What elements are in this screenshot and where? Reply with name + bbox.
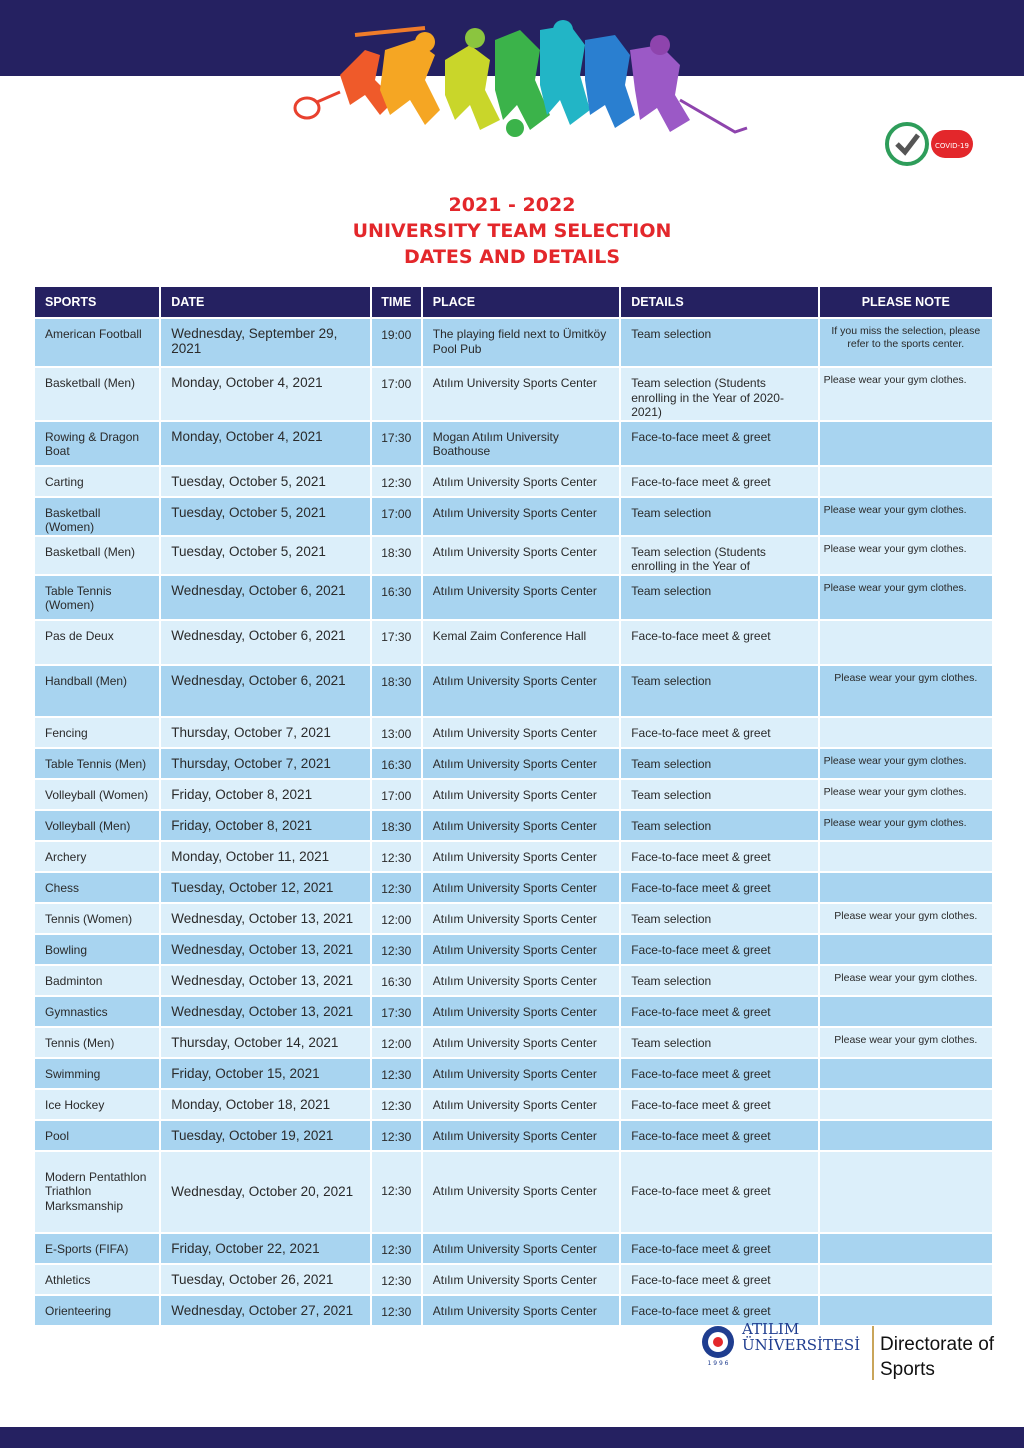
table-row <box>35 1234 992 1263</box>
title-years: 2021 - 2022 <box>448 194 576 216</box>
table-row <box>35 1121 992 1150</box>
time-cell: 12:30 <box>372 467 421 496</box>
place-cell: Kemal Zaim Conference Hall <box>423 621 619 664</box>
date-cell: Monday, October 11, 2021 <box>161 842 369 871</box>
time-cell: 16:30 <box>372 749 421 778</box>
note-cell <box>820 1152 992 1232</box>
place-cell: Atılım University Sports Center <box>423 1296 619 1325</box>
table-row <box>35 904 992 933</box>
date-cell: Tuesday, October 19, 2021 <box>161 1121 369 1150</box>
sport-cell: Handball (Men) <box>35 666 159 716</box>
sport-cell: Ice Hockey <box>35 1090 159 1119</box>
header-note: PLEASE NOTE <box>820 287 992 317</box>
place-cell: Atılım University Sports Center <box>423 749 619 778</box>
time-cell: 12:30 <box>372 1234 421 1263</box>
details-cell: Face-to-face meet & greet <box>621 422 817 465</box>
time-cell: 16:30 <box>372 966 421 995</box>
sport-cell: Modern Pentathlon Triathlon Marksmanship <box>35 1152 159 1232</box>
details-cell: Face-to-face meet & greet <box>621 1265 817 1294</box>
place-cell: Atılım University Sports Center <box>423 966 619 995</box>
date-cell: Thursday, October 7, 2021 <box>161 718 369 747</box>
place-cell: Atılım University Sports Center <box>423 873 619 902</box>
sport-cell: Rowing & Dragon Boat <box>35 422 159 465</box>
time-cell: 12:30 <box>372 1152 421 1232</box>
sport-cell: Basketball (Women) <box>35 498 159 535</box>
time-cell: 12:30 <box>372 935 421 964</box>
time-cell: 19:00 <box>372 319 421 366</box>
date-cell: Wednesday, October 13, 2021 <box>161 904 369 933</box>
place-cell: Atılım University Sports Center <box>423 1121 619 1150</box>
place-cell: Atılım University Sports Center <box>423 666 619 716</box>
time-cell: 12:30 <box>372 873 421 902</box>
header-date: DATE <box>161 287 369 317</box>
time-cell: 12:30 <box>372 1296 421 1325</box>
sport-cell: Carting <box>35 467 159 496</box>
table-row <box>35 319 992 366</box>
note-cell: Please wear your gym clothes. <box>820 666 992 716</box>
table-row <box>35 997 992 1026</box>
details-cell: Face-to-face meet & greet <box>621 718 817 747</box>
date-cell: Thursday, October 7, 2021 <box>161 749 369 778</box>
table-row <box>35 666 992 716</box>
time-cell: 17:30 <box>372 997 421 1026</box>
sport-cell: E-Sports (FIFA) <box>35 1234 159 1263</box>
details-cell: Face-to-face meet & greet <box>621 842 817 871</box>
sport-cell: Tennis (Women) <box>35 904 159 933</box>
header-time: TIME <box>372 287 421 317</box>
note-cell: If you miss the selection, please refer to the sports center. <box>820 319 992 366</box>
date-cell: Wednesday, October 13, 2021 <box>161 966 369 995</box>
details-cell: Face-to-face meet & greet <box>621 621 817 664</box>
date-cell: Tuesday, October 5, 2021 <box>161 467 369 496</box>
details-cell: Team selection <box>621 749 817 778</box>
place-cell: Atılım University Sports Center <box>423 904 619 933</box>
date-cell: Tuesday, October 12, 2021 <box>161 873 369 902</box>
sport-cell: Archery <box>35 842 159 871</box>
note-cell: Please wear your gym clothes. <box>820 576 992 619</box>
sport-cell: Pool <box>35 1121 159 1150</box>
details-cell: Face-to-face meet & greet <box>621 997 817 1026</box>
sport-cell: Badminton <box>35 966 159 995</box>
note-cell <box>820 621 992 664</box>
note-cell <box>820 422 992 465</box>
note-cell: Please wear your gym clothes. <box>820 966 992 995</box>
details-cell: Team selection <box>621 319 817 366</box>
table-body <box>35 319 992 1325</box>
sports-banner-illustration <box>285 20 755 150</box>
table-row <box>35 422 992 465</box>
details-cell: Team selection <box>621 904 817 933</box>
details-cell: Face-to-face meet & greet <box>621 1059 817 1088</box>
date-cell: Tuesday, October 26, 2021 <box>161 1265 369 1294</box>
svg-text:ÜNİVERSİTESİ: ÜNİVERSİTESİ <box>742 1336 861 1354</box>
table-row <box>35 935 992 964</box>
details-cell: Face-to-face meet & greet <box>621 1234 817 1263</box>
table-row <box>35 1059 992 1088</box>
details-cell: Team selection (Students enrolling in the Year of 2020-2021) <box>621 368 817 420</box>
place-cell: Mogan Atılım University Boathouse <box>423 422 619 465</box>
table-row <box>35 966 992 995</box>
table-row <box>35 537 992 574</box>
date-cell: Wednesday, October 13, 2021 <box>161 997 369 1026</box>
time-cell: 17:00 <box>372 498 421 535</box>
date-cell: Wednesday, October 6, 2021 <box>161 621 369 664</box>
sport-cell: Pas de Deux <box>35 621 159 664</box>
table-row <box>35 576 992 619</box>
place-cell: Atılım University Sports Center <box>423 811 619 840</box>
note-cell: Please wear your gym clothes. <box>820 811 992 840</box>
header-sports: SPORTS <box>35 287 159 317</box>
note-cell <box>820 1059 992 1088</box>
note-cell <box>820 873 992 902</box>
directorate-label: Directorate of Sports <box>880 1334 995 1380</box>
date-cell: Friday, October 15, 2021 <box>161 1059 369 1088</box>
table-row <box>35 749 992 778</box>
details-cell: Face-to-face meet & greet <box>621 1090 817 1119</box>
sport-cell: Chess <box>35 873 159 902</box>
header-place: PLACE <box>423 287 619 317</box>
time-cell: 12:30 <box>372 842 421 871</box>
time-cell: 12:30 <box>372 1090 421 1119</box>
details-cell: Face-to-face meet & greet <box>621 467 817 496</box>
details-cell: Face-to-face meet & greet <box>621 873 817 902</box>
sport-cell: Athletics <box>35 1265 159 1294</box>
note-cell <box>820 997 992 1026</box>
sport-cell: Basketball (Men) <box>35 537 159 574</box>
place-cell: The playing field next to Ümitköy Pool Pub <box>423 319 619 366</box>
note-cell: Please wear your gym clothes. <box>820 904 992 933</box>
date-cell: Wednesday, October 6, 2021 <box>161 576 369 619</box>
atilim-university-logo <box>698 1318 866 1368</box>
details-cell: Team selection <box>621 666 817 716</box>
note-cell: Please wear your gym clothes. <box>820 368 992 420</box>
date-cell: Tuesday, October 5, 2021 <box>161 537 369 574</box>
svg-text:ATILIM: ATILIM <box>742 1320 800 1338</box>
note-cell <box>820 1234 992 1263</box>
time-cell: 17:30 <box>372 621 421 664</box>
table-row <box>35 811 992 840</box>
time-cell: 12:00 <box>372 1028 421 1057</box>
time-cell: 18:30 <box>372 537 421 574</box>
time-cell: 12:00 <box>372 904 421 933</box>
sport-cell: Bowling <box>35 935 159 964</box>
date-cell: Tuesday, October 5, 2021 <box>161 498 369 535</box>
place-cell: Atılım University Sports Center <box>423 498 619 535</box>
date-cell: Wednesday, October 20, 2021 <box>161 1152 369 1232</box>
note-cell <box>820 1265 992 1294</box>
table-row <box>35 873 992 902</box>
details-cell: Team selection <box>621 780 817 809</box>
details-cell: Team selection <box>621 811 817 840</box>
place-cell: Atılım University Sports Center <box>423 935 619 964</box>
time-cell: 17:30 <box>372 422 421 465</box>
sport-cell: Swimming <box>35 1059 159 1088</box>
place-cell: Atılım University Sports Center <box>423 576 619 619</box>
table-row <box>35 780 992 809</box>
header-details: DETAILS <box>621 287 817 317</box>
note-cell <box>820 718 992 747</box>
note-cell: Please wear your gym clothes. <box>820 498 992 535</box>
svg-text:COVID-19: COVID-19 <box>935 142 969 150</box>
time-cell: 12:30 <box>372 1059 421 1088</box>
sport-cell: Volleyball (Women) <box>35 780 159 809</box>
details-cell: Team selection <box>621 576 817 619</box>
details-cell: Face-to-face meet & greet <box>621 1152 817 1232</box>
date-cell: Thursday, October 14, 2021 <box>161 1028 369 1057</box>
sport-cell: Table Tennis (Women) <box>35 576 159 619</box>
time-cell: 18:30 <box>372 666 421 716</box>
note-cell: Please wear your gym clothes. <box>820 780 992 809</box>
note-cell <box>820 935 992 964</box>
date-cell: Wednesday, September 29, 2021 <box>161 319 369 366</box>
bottom-footer-band <box>0 1427 1024 1448</box>
note-cell: Please wear your gym clothes. <box>820 1028 992 1057</box>
place-cell: Atılım University Sports Center <box>423 997 619 1026</box>
place-cell: Atılım University Sports Center <box>423 537 619 574</box>
place-cell: Atılım University Sports Center <box>423 842 619 871</box>
table-row <box>35 498 992 535</box>
date-cell: Wednesday, October 27, 2021 <box>161 1296 369 1325</box>
date-cell: Monday, October 4, 2021 <box>161 422 369 465</box>
time-cell: 18:30 <box>372 811 421 840</box>
table-row <box>35 1152 992 1232</box>
table-row <box>35 1028 992 1057</box>
sport-cell: Tennis (Men) <box>35 1028 159 1057</box>
date-cell: Friday, October 8, 2021 <box>161 780 369 809</box>
table-row <box>35 1265 992 1294</box>
title-sub: DATES AND DETAILS <box>403 246 621 268</box>
time-cell: 12:30 <box>372 1121 421 1150</box>
details-cell: Team selection <box>621 966 817 995</box>
footer-separator <box>872 1326 874 1380</box>
details-cell: Team selection <box>621 498 817 535</box>
sport-cell: Volleyball (Men) <box>35 811 159 840</box>
note-cell <box>820 842 992 871</box>
table-header-row <box>35 287 992 317</box>
time-cell: 17:00 <box>372 368 421 420</box>
details-cell: Face-to-face meet & greet <box>621 1121 817 1150</box>
sport-cell: Table Tennis (Men) <box>35 749 159 778</box>
note-cell: Please wear your gym clothes. <box>820 749 992 778</box>
table-row <box>35 842 992 871</box>
sport-cell: Fencing <box>35 718 159 747</box>
time-cell: 13:00 <box>372 718 421 747</box>
table-row <box>35 368 992 420</box>
sport-cell: Gymnastics <box>35 997 159 1026</box>
details-cell: Face-to-face meet & greet <box>621 935 817 964</box>
table-row <box>35 1090 992 1119</box>
place-cell: Atılım University Sports Center <box>423 1059 619 1088</box>
table-row <box>35 718 992 747</box>
sport-cell: Basketball (Men) <box>35 368 159 420</box>
time-cell: 12:30 <box>372 1265 421 1294</box>
sport-cell: Orienteering <box>35 1296 159 1325</box>
place-cell: Atılım University Sports Center <box>423 1152 619 1232</box>
svg-text:1 9 9 6: 1 9 9 6 <box>707 1360 729 1367</box>
place-cell: Atılım University Sports Center <box>423 718 619 747</box>
details-cell: Team selection <box>621 1028 817 1057</box>
note-cell <box>820 467 992 496</box>
date-cell: Monday, October 4, 2021 <box>161 368 369 420</box>
place-cell: Atılım University Sports Center <box>423 1028 619 1057</box>
place-cell: Atılım University Sports Center <box>423 1265 619 1294</box>
details-cell: Face-to-face meet & greet <box>621 1296 817 1325</box>
note-cell <box>820 1121 992 1150</box>
sport-cell: American Football <box>35 319 159 366</box>
table-row <box>35 467 992 496</box>
place-cell: Atılım University Sports Center <box>423 1090 619 1119</box>
place-cell: Atılım University Sports Center <box>423 780 619 809</box>
title-main: UNIVERSITY TEAM SELECTION <box>352 220 672 242</box>
note-cell <box>820 1090 992 1119</box>
date-cell: Friday, October 8, 2021 <box>161 811 369 840</box>
note-cell: Please wear your gym clothes. <box>820 537 992 574</box>
place-cell: Atılım University Sports Center <box>423 368 619 420</box>
details-cell: Team selection (Students enrolling in the Year of <box>621 537 817 574</box>
place-cell: Atılım University Sports Center <box>423 467 619 496</box>
schedule-table <box>33 285 994 1327</box>
table-row <box>35 621 992 664</box>
date-cell: Wednesday, October 6, 2021 <box>161 666 369 716</box>
date-cell: Friday, October 22, 2021 <box>161 1234 369 1263</box>
time-cell: 16:30 <box>372 576 421 619</box>
place-cell: Atılım University Sports Center <box>423 1234 619 1263</box>
page-title <box>0 192 1024 270</box>
date-cell: Monday, October 18, 2021 <box>161 1090 369 1119</box>
time-cell: 17:00 <box>372 780 421 809</box>
safe-campus-covid-badges <box>885 120 977 168</box>
date-cell: Wednesday, October 13, 2021 <box>161 935 369 964</box>
